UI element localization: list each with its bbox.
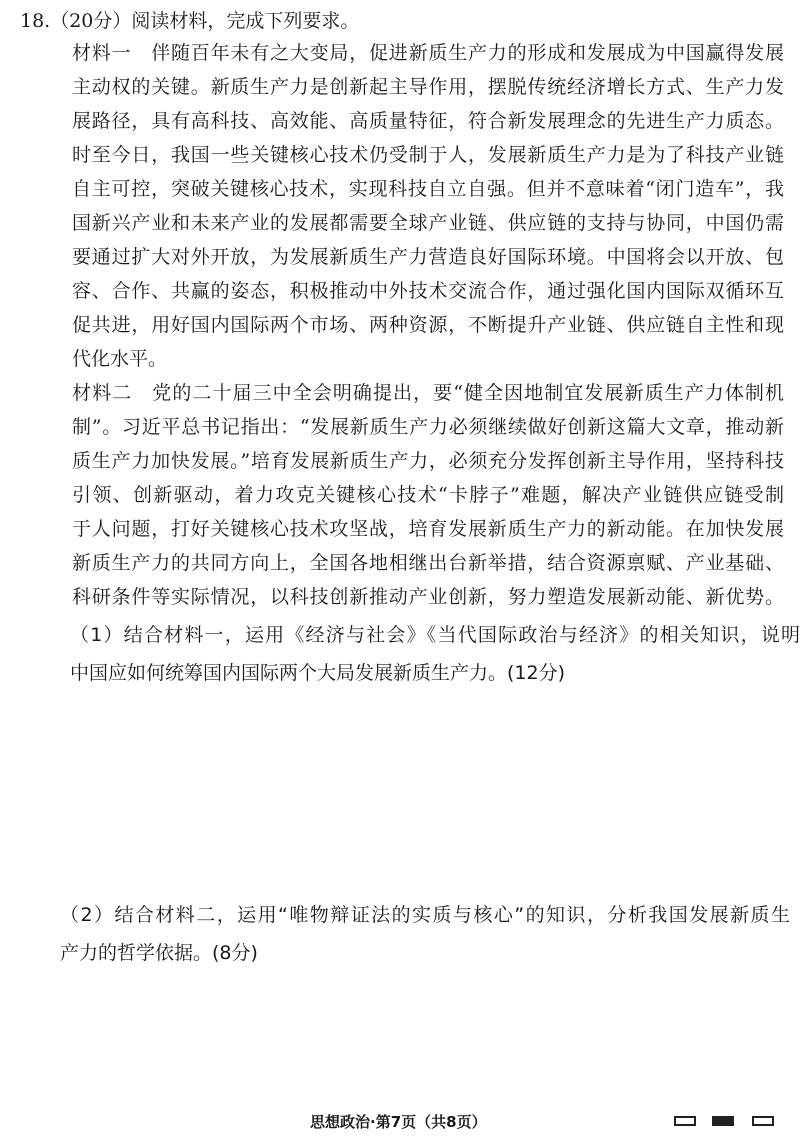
print-mark-filled-rect-icon	[712, 1116, 734, 1126]
material-two-line: 引领、创新驱动，着力攻克关键核心技术“卡脖子”难题，解决产业链供应链受制	[72, 484, 784, 506]
material-one-line: 代化水平。	[72, 348, 168, 370]
sub-question-1-line: 中国应如何统筹国内国际两个大局发展新质生产力。(12分)	[70, 662, 566, 684]
material-two-line: 质生产力加快发展。”培育发展新质生产力，必须充分发挥创新主导作用，坚持科技	[72, 450, 784, 472]
print-mark-open-rect-icon	[752, 1116, 774, 1126]
material-two	[72, 376, 784, 614]
sub-question-2-line: （2）结合材料二，运用“唯物辩证法的实质与核心”的知识，分析我国发展新质生	[60, 904, 790, 926]
material-one-line: 国新兴产业和未来产业的发展都需要全球产业链、供应链的支持与协同，中国仍需	[72, 212, 784, 234]
material-one-line: 展路径，具有高科技、高效能、高质量特征，符合新发展理念的先进生产力质态。	[72, 110, 784, 132]
page-footer	[0, 1108, 800, 1136]
sub-question-2-line: 产力的哲学依据。(8分)	[60, 942, 258, 964]
material-two-line: 新质生产力的共同方向上，全国各地相继出台新举措，结合资源禀赋、产业基础、	[72, 552, 784, 574]
material-one-line: 促共进，用好国内国际两个市场、两种资源，不断提升产业链、供应链自主性和现	[72, 314, 784, 336]
question-header: 18.（20分）阅读材料，完成下列要求。	[20, 10, 360, 32]
sub-question-1	[70, 616, 800, 692]
material-one-line: 要通过扩大对外开放，为发展新质生产力营造良好国际环境。中国将会以开放、包	[72, 246, 784, 268]
material-one-line: 材料一 伴随百年未有之大变局，促进新质生产力的形成和发展成为中国赢得发展	[72, 42, 784, 64]
material-one	[72, 36, 784, 376]
print-mark-open-rect-icon	[674, 1116, 696, 1126]
material-one-line: 自主可控，突破关键核心技术，实现科技自立自强。但并不意味着“闭门造车”，我	[72, 178, 784, 200]
material-one-line: 时至今日，我国一些关键核心技术仍受制于人，发展新质生产力是为了科技产业链	[72, 144, 784, 166]
material-one-line: 主动权的关键。新质生产力是创新起主导作用，摆脱传统经济增长方式、生产力发	[72, 76, 784, 98]
material-one-line: 容、合作、共赢的姿态，积极推动中外技术交流合作，通过强化国内国际双循环互	[72, 280, 784, 302]
material-two-line: 于人问题，打好关键核心技术攻坚战，培育发展新质生产力的新动能。在加快发展	[72, 518, 784, 540]
page-number-label: 思想政治·第7页（共8页）	[310, 1113, 487, 1131]
sub-question-1-line: （1）结合材料一，运用《经济与社会》《当代国际政治与经济》的相关知识，说明	[70, 624, 800, 646]
sub-question-2	[60, 896, 790, 972]
material-two-line: 材料二 党的二十届三中全会明确提出，要“健全因地制宜发展新质生产力体制机	[72, 382, 784, 404]
material-two-line: 制”。习近平总书记指出：“发展新质生产力必须继续做好创新这篇大文章，推动新	[72, 416, 784, 438]
material-two-line: 科研条件等实际情况，以科技创新推动产业创新，努力塑造发展新动能、新优势。	[72, 586, 784, 608]
